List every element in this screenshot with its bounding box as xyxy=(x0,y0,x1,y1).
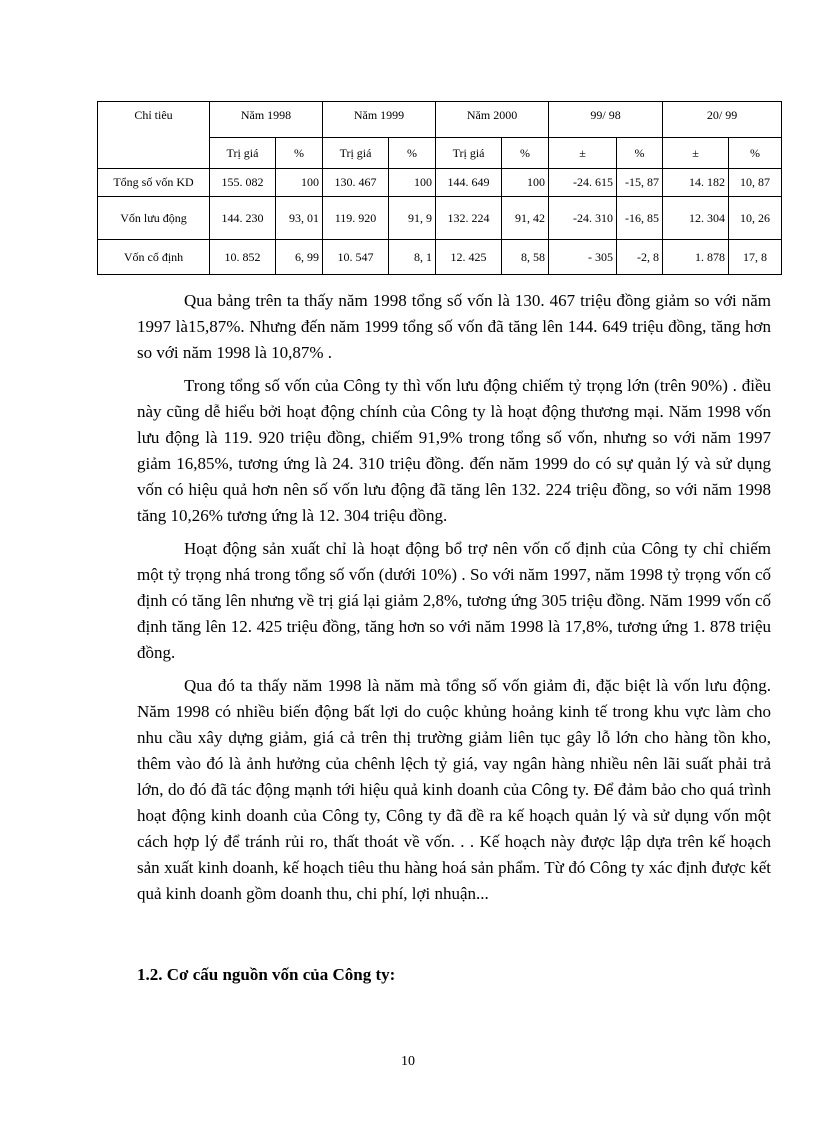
table-cell: 100 xyxy=(389,169,436,197)
table-cell: 130. 467 xyxy=(323,169,389,197)
table-cell: 10, 26 xyxy=(729,197,782,240)
table-header-row xyxy=(98,102,782,138)
subheader-cell: Trị giá xyxy=(436,138,502,169)
table-row xyxy=(98,169,782,197)
table-cell: 10. 547 xyxy=(323,240,389,275)
table-cell: -15, 87 xyxy=(617,169,663,197)
subheader-cell: Trị giá xyxy=(210,138,276,169)
table-cell: 8, 1 xyxy=(389,240,436,275)
paragraph: Qua đó ta thấy năm 1998 là năm mà tổng số vốn giảm đi, đặc biệt là vốn lưu động. Năm 1998 có nhiều biến động bất lợi do cuộc khủng hoảng kinh tế trong khu vực làm cho nhu cầu xây dựng giảm, giá cả trên thị trường giảm liên tục gây lỗ lớn cho hàng tồn kho, thêm vào đó là ảnh hưởng của chênh lệch tỷ giá, vay ngân hàng nhiều nên lãi suất phải trả lớn, do đó đã tác động mạnh tới hiệu quả kinh doanh của Công ty. Để đảm bảo cho quá trình hoạt động kinh doanh của Công ty, Công ty đã đề ra kế hoạch quản lý và sử dụng vốn một cách hợp lý để tránh rủi ro, thất thoát về vốn. . . Kế hoạch này được lập dựa trên kế hoạch sản xuất kinh doanh, kế hoạch tiêu thu hàng hoá sản phẩm. Từ đó Công ty xác định được kết quả kinh doanh gồm doanh thu, chi phí, lợi nhuận... xyxy=(137,676,771,903)
header-99-98: 99/ 98 xyxy=(549,102,663,138)
header-year-1999: Năm 1999 xyxy=(323,102,436,138)
table-cell: 1. 878 xyxy=(663,240,729,275)
subheader-cell: ± xyxy=(663,138,729,169)
row-label: Vốn cố định xyxy=(98,240,210,275)
table-cell: 100 xyxy=(276,169,323,197)
table-cell: 91, 9 xyxy=(389,197,436,240)
subheader-cell: % xyxy=(389,138,436,169)
table-cell: 144. 649 xyxy=(436,169,502,197)
table-row xyxy=(98,240,782,275)
header-year-2000: Năm 2000 xyxy=(436,102,549,138)
table-cell: 14. 182 xyxy=(663,169,729,197)
table-cell: 155. 082 xyxy=(210,169,276,197)
table-cell: 100 xyxy=(502,169,549,197)
row-label: Vốn lưu động xyxy=(98,197,210,240)
table-cell: 91, 42 xyxy=(502,197,549,240)
table-cell: - 305 xyxy=(549,240,617,275)
table-cell: 10, 87 xyxy=(729,169,782,197)
table-cell: 10. 852 xyxy=(210,240,276,275)
row-label: Tổng số vốn KD xyxy=(98,169,210,197)
table-cell: 132. 224 xyxy=(436,197,502,240)
subheader-cell: Trị giá xyxy=(323,138,389,169)
table-cell: 8, 58 xyxy=(502,240,549,275)
table-cell: 12. 304 xyxy=(663,197,729,240)
header-year-1998: Năm 1998 xyxy=(210,102,323,138)
body-text xyxy=(137,288,771,914)
paragraph: Hoạt động sản xuất chỉ là hoạt động bổ trợ nên vốn cố định của Công ty chỉ chiếm một tỷ trọng nhá trong tổng số vốn (dưới 10%) . So với năm 1997, năm 1998 tỷ trọng vốn cố định có tăng lên nhưng về trị giá lại giảm 2,8%, tương ứng 305 triệu đồng. Năm 1999 vốn cố định tăng lên 12. 425 triệu đồng, tăng hơn so với năm 1998 là 17,8%, tương ứng 1. 878 triệu đồng. xyxy=(137,539,771,662)
paragraph: Trong tổng số vốn của Công ty thì vốn lưu động chiếm tỷ trọng lớn (trên 90%) . điều này cũng dễ hiểu bởi hoạt động chính của Công ty là hoạt động thương mại. Năm 1998 vốn lưu động là 119. 920 triệu đồng, chiếm 91,9% trong tổng số vốn, nhưng so với năm 1997 giảm 16,85%, tương ứng là 24. 310 triệu đồng. đến năm 1999 do có sự quản lý và sử dụng vốn có hiệu quả hơn nên số vốn lưu động đã tăng lên 132. 224 triệu đồng, so với năm 1998 tăng 10,26% tương ứng là 12. 304 triệu đồng. xyxy=(137,376,771,525)
table-cell: 119. 920 xyxy=(323,197,389,240)
capital-table xyxy=(97,101,782,275)
subheader-cell: % xyxy=(617,138,663,169)
paragraph: Qua bảng trên ta thấy năm 1998 tổng số vốn là 130. 467 triệu đồng giảm so với năm 1997 là15,87%. Nhưng đến năm 1999 tổng số vốn đã tăng lên 144. 649 triệu đồng, tăng hơn so với năm 1998 là 10,87% . xyxy=(137,291,771,362)
table-cell: 144. 230 xyxy=(210,197,276,240)
page-number: 10 xyxy=(401,1054,415,1069)
table-cell: 17, 8 xyxy=(729,240,782,275)
table-cell: -24. 310 xyxy=(549,197,617,240)
header-20-99: 20/ 99 xyxy=(663,102,782,138)
table-cell: -16, 85 xyxy=(617,197,663,240)
subheader-cell: ± xyxy=(549,138,617,169)
table-cell: 12. 425 xyxy=(436,240,502,275)
section-heading: 1.2. Cơ cấu nguồn vốn của Công ty: xyxy=(137,965,396,984)
table-cell: -24. 615 xyxy=(549,169,617,197)
table-row xyxy=(98,197,782,240)
subheader-cell: % xyxy=(729,138,782,169)
header-indicator: Chỉ tiêu xyxy=(98,102,210,169)
table-cell: 6, 99 xyxy=(276,240,323,275)
table-cell: -2, 8 xyxy=(617,240,663,275)
table-cell: 93, 01 xyxy=(276,197,323,240)
subheader-cell: % xyxy=(276,138,323,169)
subheader-cell: % xyxy=(502,138,549,169)
